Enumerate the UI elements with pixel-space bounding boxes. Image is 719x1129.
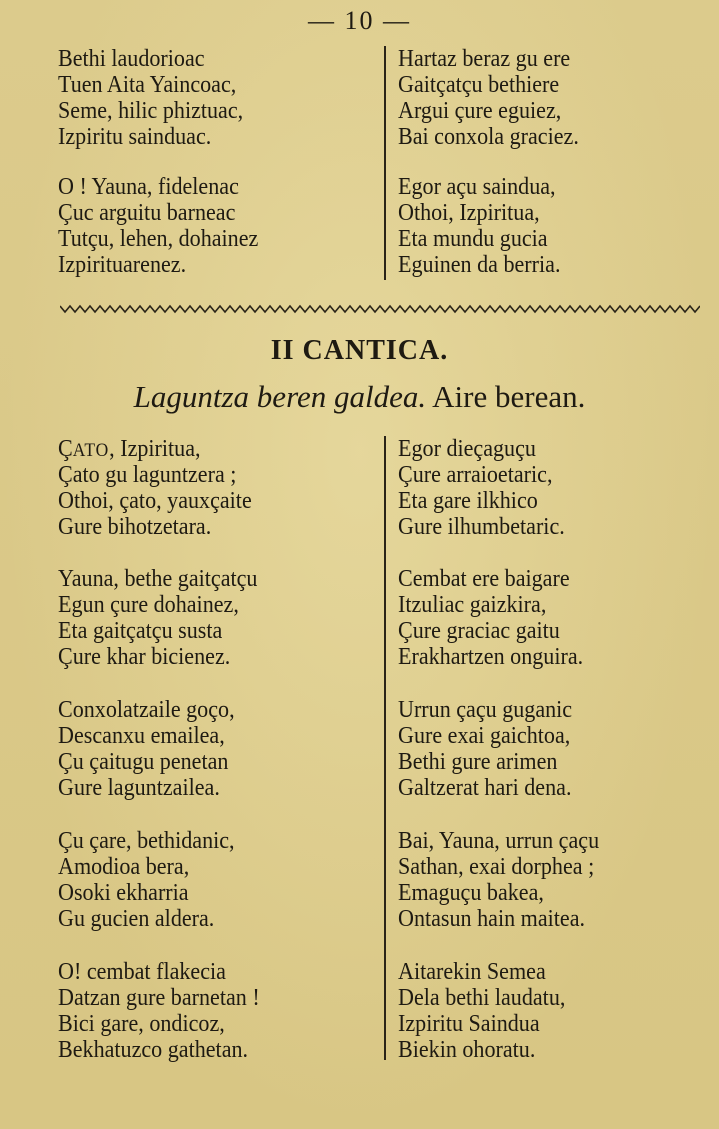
verse-line: Conxolatzaile goço, xyxy=(58,697,235,723)
first-line-rest: , Izpiritua, xyxy=(109,436,201,462)
stanza xyxy=(58,959,260,1063)
verse-line: Descanxu emailea, xyxy=(58,723,225,749)
verse-line: Dela bethi laudatu, xyxy=(398,985,566,1011)
verse-line: Galtzerat hari dena. xyxy=(398,775,572,801)
verse-line: Çure khar bicienez. xyxy=(58,644,231,670)
column-divider xyxy=(384,46,386,280)
verse-line: Tutçu, lehen, dohainez xyxy=(58,226,259,252)
verse-line: Çato gu laguntzera ; xyxy=(58,462,237,488)
verse-line: Izpiritu Saindua xyxy=(398,1011,540,1037)
verse-line: Itzuliac gaizkira, xyxy=(398,592,547,618)
verse-line: Çure graciac gaitu xyxy=(398,618,560,644)
verse-line: Gure bihotzetara. xyxy=(58,514,212,540)
verse-line: Urrun çaçu guganic xyxy=(398,697,573,723)
section-subtitle xyxy=(0,379,719,415)
stanza xyxy=(398,174,560,278)
stanza xyxy=(58,697,235,801)
subtitle-roman: Aire berean. xyxy=(432,379,586,414)
verse-line: Amodioa bera, xyxy=(58,854,190,880)
verse-line: Datzan gure barnetan ! xyxy=(58,985,260,1011)
stanza xyxy=(398,959,565,1063)
verse-line: Bethi gure arimen xyxy=(398,749,558,775)
verse-line: Othoi, Izpiritua, xyxy=(398,200,540,226)
verse-line: Erakhartzen onguira. xyxy=(398,644,584,670)
subtitle-italic: Laguntza beren galdea. xyxy=(133,379,427,414)
page-number: — 10 — xyxy=(308,6,411,35)
stanza xyxy=(398,697,572,801)
stanza xyxy=(398,566,583,670)
verse-line: Gure ilhumbetaric. xyxy=(398,514,565,540)
verse-line: Biekin ohoratu. xyxy=(398,1037,536,1063)
stanza xyxy=(398,828,599,932)
verse-line: Hartaz beraz gu ere xyxy=(398,46,571,72)
verse-line: Egor açu saindua, xyxy=(398,174,556,200)
verse-line: Ontasun hain maitea. xyxy=(398,906,586,932)
verse-line: Izpirituarenez. xyxy=(58,252,187,278)
stanza xyxy=(398,46,579,150)
stanza xyxy=(58,828,235,932)
verse-line: O! cembat flakecia xyxy=(58,959,226,985)
verse-line: Izpiritu sainduac. xyxy=(58,124,212,150)
verse-line: Egun çure dohainez, xyxy=(58,592,239,618)
ornamental-rule xyxy=(60,303,700,315)
stanza xyxy=(398,436,565,540)
verse-line: Bethi laudorioac xyxy=(58,46,205,72)
verse-line: Egor dieçaguçu xyxy=(398,436,536,462)
verse-line: Sathan, exai dorphea ; xyxy=(398,854,595,880)
section-title: II CANTICA. xyxy=(270,335,449,366)
verse-line: Gure exai gaichtoa, xyxy=(398,723,571,749)
verse-line: Bai conxola graciez. xyxy=(398,124,579,150)
stanza xyxy=(58,566,257,670)
verse-line: Argui çure eguiez, xyxy=(398,98,562,124)
verse-line: Çu çare, bethidanic, xyxy=(58,828,235,854)
verse-line: Eta gare ilkhico xyxy=(398,488,538,514)
column-divider xyxy=(384,436,386,1060)
stanza xyxy=(58,436,252,540)
verse-line: Çu çaitugu penetan xyxy=(58,749,229,775)
verse-line: Gure laguntzailea. xyxy=(58,775,220,801)
verse-line: Othoi, çato, yauxçaite xyxy=(58,488,252,514)
verse-line: Osoki ekharria xyxy=(58,880,189,906)
verse-line: Gu gucien aldera. xyxy=(58,906,215,932)
verse-line: Cembat ere baigare xyxy=(398,566,570,592)
stanza xyxy=(58,46,243,150)
verse-line: Emaguçu bakea, xyxy=(398,880,544,906)
verse-line: Yauna, bethe gaitçatçu xyxy=(58,566,258,592)
smallcaps-word: ATO xyxy=(72,440,110,461)
verse-line: Tuen Aita Yaincoac, xyxy=(58,72,237,98)
verse-line: Eguinen da berria. xyxy=(398,252,561,278)
stanza xyxy=(58,174,258,278)
verse-line: Eta mundu gucia xyxy=(398,226,548,252)
verse-line: Gaitçatçu bethiere xyxy=(398,72,560,98)
verse-line: O ! Yauna, fidelenac xyxy=(58,174,239,200)
verse-line: Eta gaitçatçu susta xyxy=(58,618,223,644)
verse-line: Çure arraioetaric, xyxy=(398,462,553,488)
verse-line-first xyxy=(58,436,252,462)
verse-line: Bici gare, ondicoz, xyxy=(58,1011,225,1037)
verse-line: Bai, Yauna, urrun çaçu xyxy=(398,828,600,854)
verse-line: Bekhatuzco gathetan. xyxy=(58,1037,249,1063)
verse-line: Çuc arguitu barneac xyxy=(58,200,236,226)
verse-line: Aitarekin Semea xyxy=(398,959,546,985)
verse-line: Seme, hilic phiztuac, xyxy=(58,98,244,124)
initial-letter: Ç xyxy=(58,436,73,462)
